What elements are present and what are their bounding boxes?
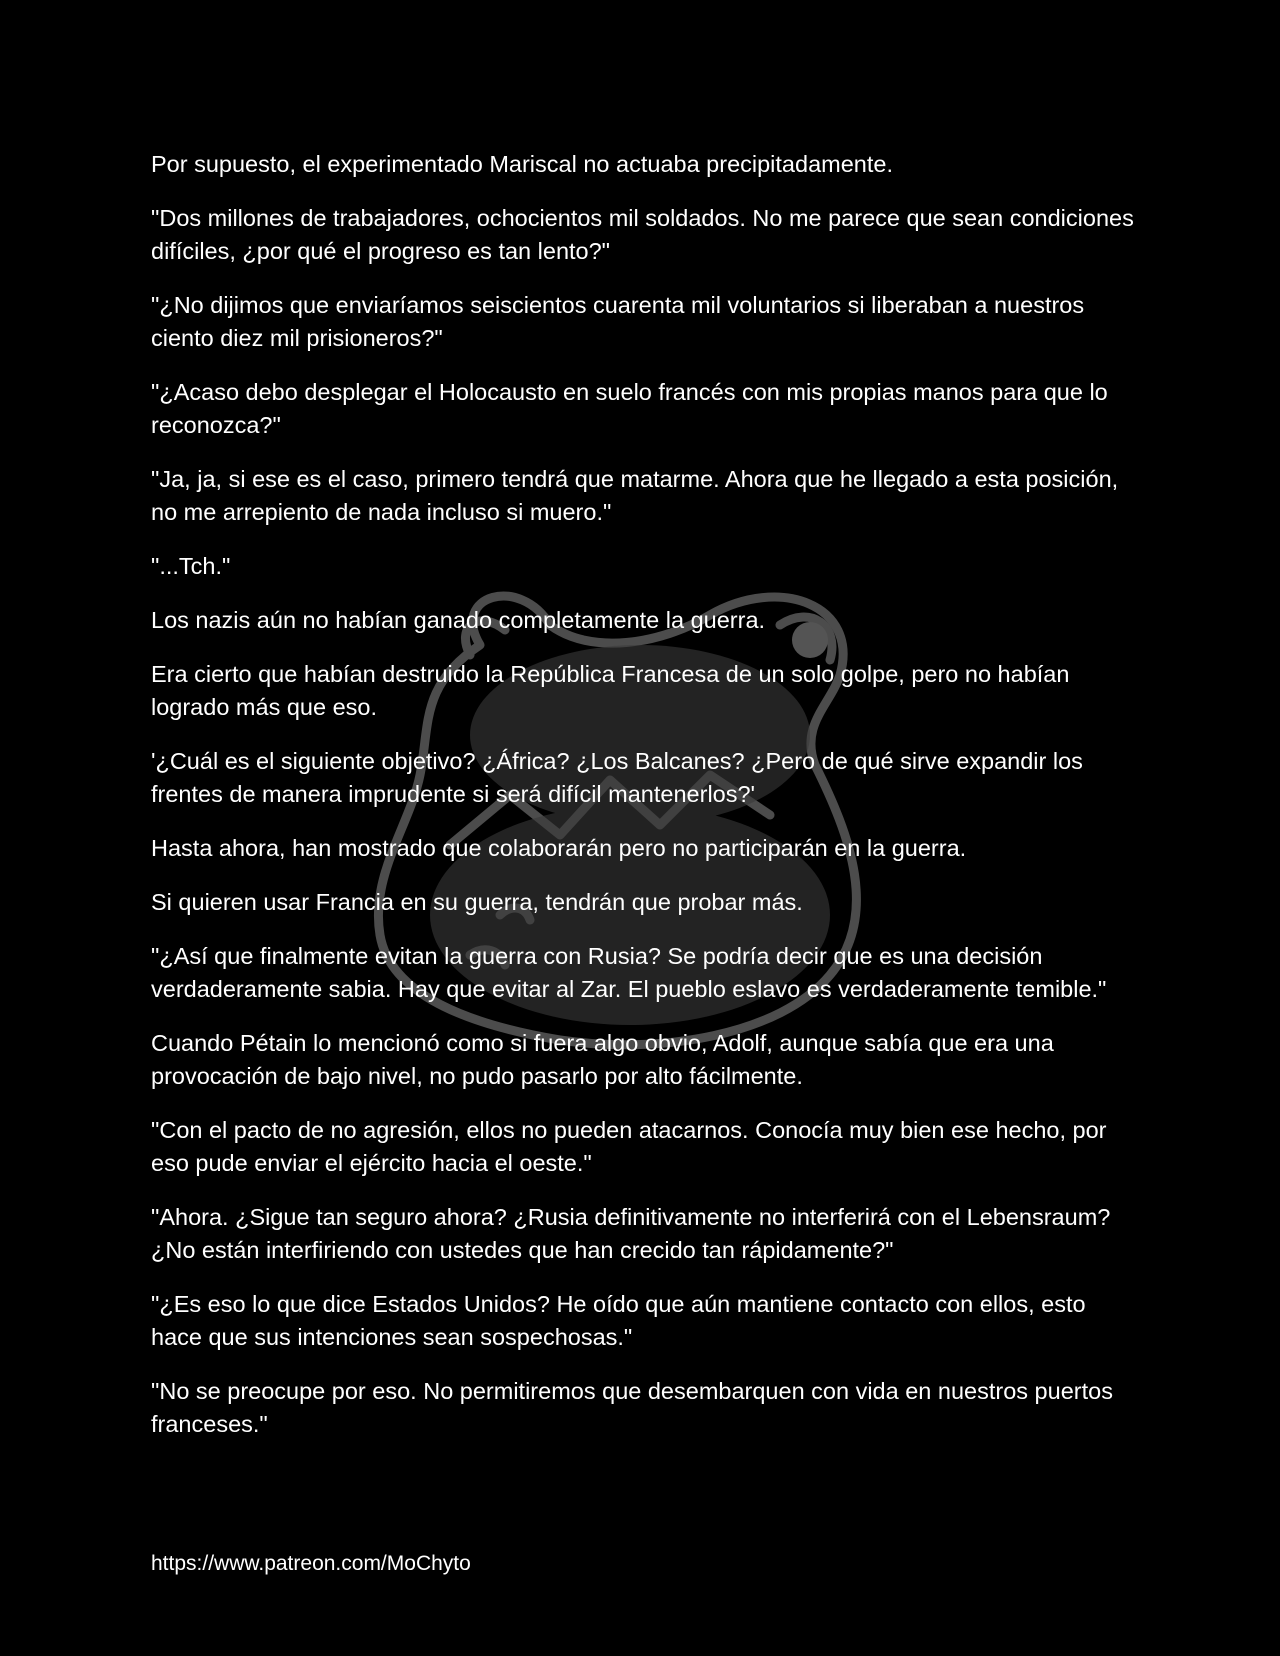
paragraph: "¿Así que finalmente evitan la guerra con Rusia? Se podría decir que es una decisión verdaderamente sabia. Hay que evitar al Zar. El pueblo eslavo es verdaderamente temible." xyxy=(151,943,1107,1002)
paragraph: Era cierto que habían destruido la República Francesa de un solo golpe, pero no habían logrado más que eso. xyxy=(151,661,1070,720)
paragraph: "Dos millones de trabajadores, ochocientos mil soldados. No me parece que sean condiciones difíciles, ¿por qué el progreso es tan lento?" xyxy=(151,205,1134,264)
paragraph: Los nazis aún no habían ganado completamente la guerra. xyxy=(151,607,766,633)
document-body xyxy=(151,148,1141,1462)
paragraph: "Con el pacto de no agresión, ellos no pueden atacarnos. Conocía muy bien ese hecho, por eso pude enviar el ejército hacia el oeste." xyxy=(151,1117,1107,1176)
paragraph: Si quieren usar Francia en su guerra, tendrán que probar más. xyxy=(151,889,803,915)
paragraph: Por supuesto, el experimentado Mariscal no actuaba precipitadamente. xyxy=(151,151,893,177)
paragraph: "No se preocupe por eso. No permitiremos que desembarquen con vida en nuestros puertos franceses." xyxy=(151,1378,1113,1437)
patreon-link[interactable]: https://www.patreon.com/MoChyto xyxy=(151,1552,471,1575)
paragraph: "Ja, ja, si ese es el caso, primero tendrá que matarme. Ahora que he llegado a esta posición, no me arrepiento de nada incluso si muero." xyxy=(151,466,1119,525)
paragraph: "¿No dijimos que enviaríamos seiscientos cuarenta mil voluntarios si liberaban a nuestros ciento diez mil prisioneros?" xyxy=(151,292,1085,351)
paragraph: '¿Cuál es el siguiente objetivo? ¿África? ¿Los Balcanes? ¿Pero de qué sirve expandir los frentes de manera imprudente si será difícil mantenerlos?' xyxy=(151,748,1083,807)
paragraph: "Ahora. ¿Sigue tan seguro ahora? ¿Rusia definitivamente no interferirá con el Lebensraum? ¿No están interfiriendo con ustedes que han crecido tan rápidamente?" xyxy=(151,1204,1111,1263)
paragraph: "¿Es eso lo que dice Estados Unidos? He oído que aún mantiene contacto con ellos, esto hace que sus intenciones sean sospechosas." xyxy=(151,1291,1086,1350)
paragraph: Hasta ahora, han mostrado que colaborarán pero no participarán en la guerra. xyxy=(151,835,967,861)
paragraph: "¿Acaso debo desplegar el Holocausto en suelo francés con mis propias manos para que lo reconozca?" xyxy=(151,379,1108,438)
paragraph: Cuando Pétain lo mencionó como si fuera algo obvio, Adolf, aunque sabía que era una provocación de bajo nivel, no pudo pasarlo por alto fácilmente. xyxy=(151,1030,1054,1089)
paragraph: "...Tch." xyxy=(151,553,231,579)
